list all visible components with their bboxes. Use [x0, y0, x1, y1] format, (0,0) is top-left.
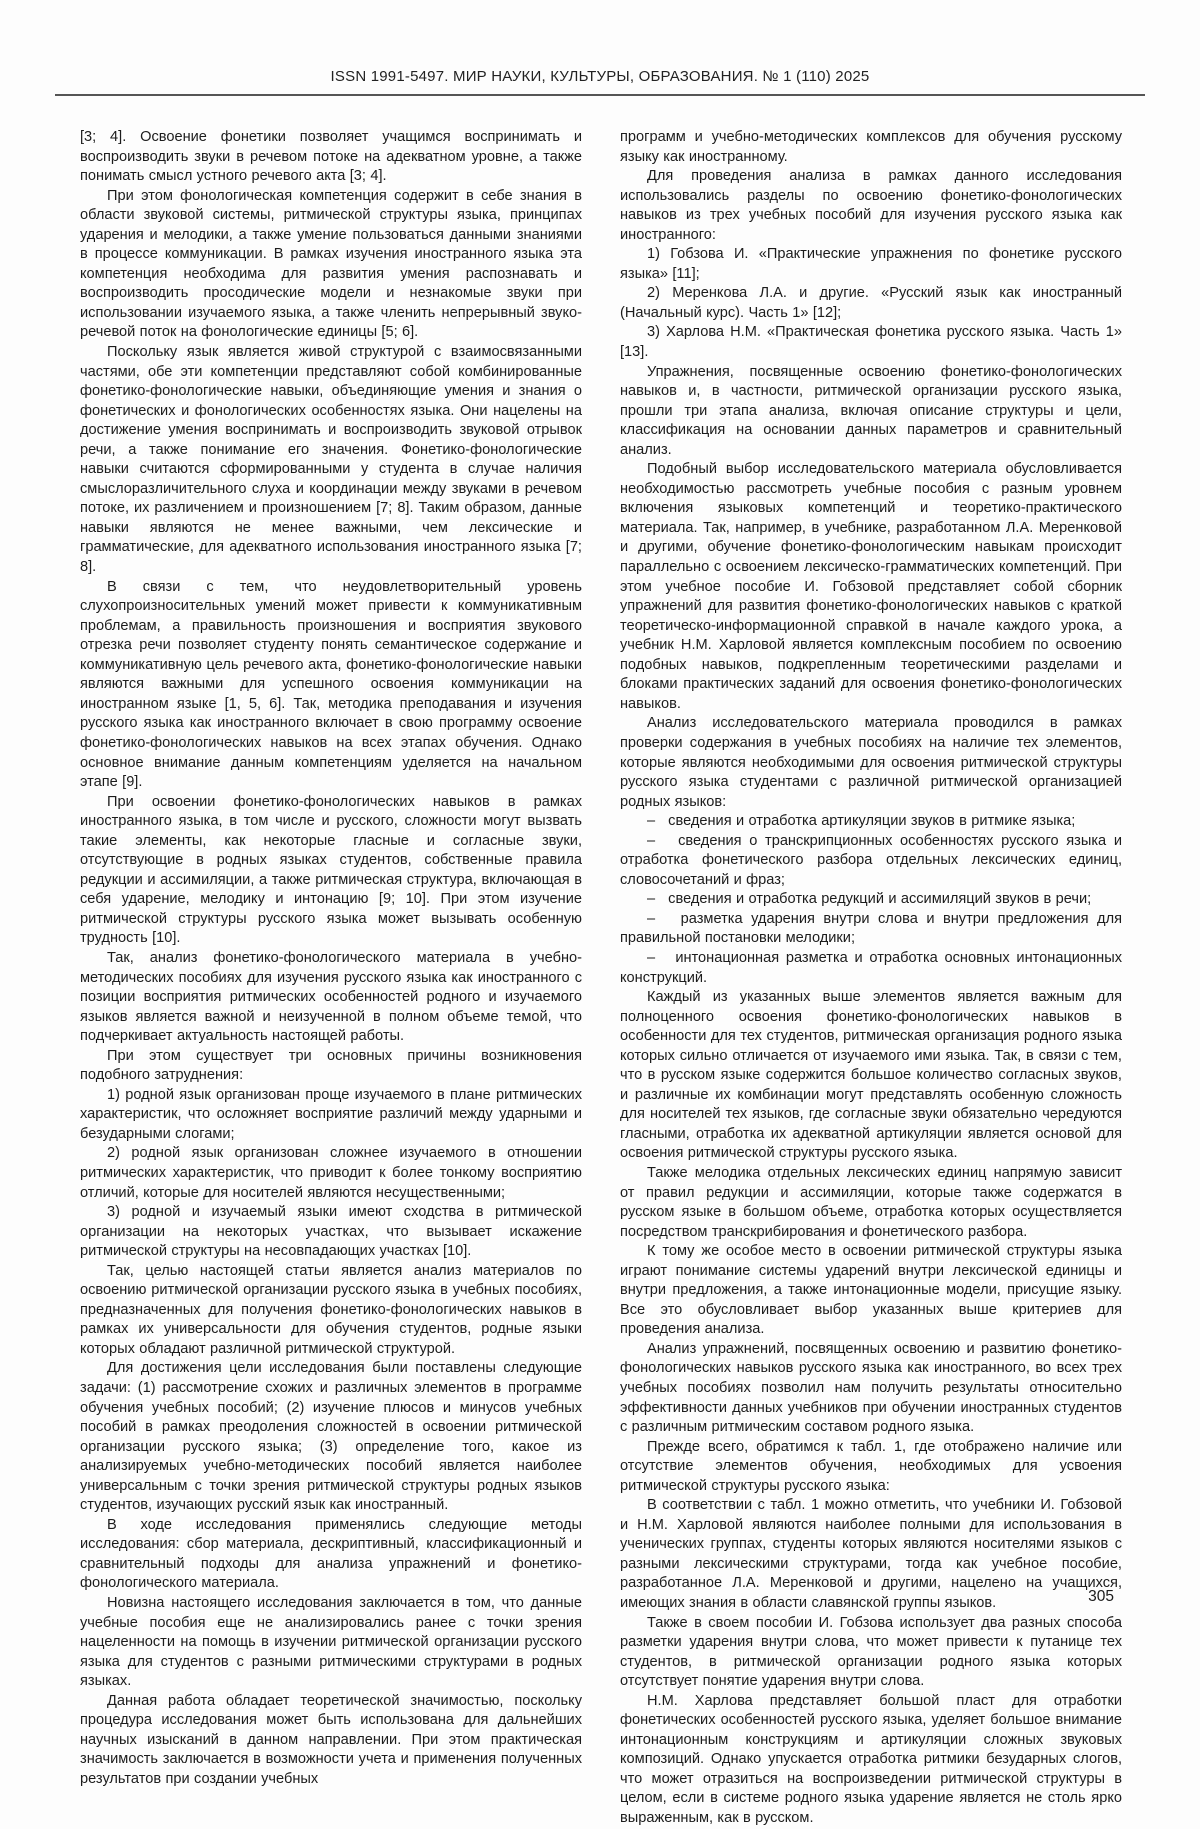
- paragraph: – сведения о транскрипционных особенностях русского языка и отработка фонетического разбора отдельных лексических единиц, словосочетаний и фраз;: [620, 832, 1122, 888]
- paragraph: 2) Меренкова Л.А. и другие. «Русский язык как иностранный (Начальный курс). Часть 1» [12];: [620, 285, 1122, 321]
- paragraph: Новизна настоящего исследования заключается в том, что данные учебные пособия еще не анализировались ранее с точки зрения нацеленности на помощь в изучении ритмической организации русского языка для студентов с разными ритмическими структурами в родных языках.: [80, 1595, 582, 1690]
- paragraph: 3) родной и изучаемый языки имеют сходства в ритмической организации на некоторых участках, что вызывает искажение ритмической структуры на несовпадающих участках [10].: [80, 1204, 582, 1260]
- paragraph: В ходе исследования применялись следующие методы исследования: сбор материала, дескриптивный, классификационный и сравнительный подходы для анализа упражнений и фонетико-фонологического материала.: [80, 1516, 582, 1592]
- journal-header: ISSN 1991-5497. МИР НАУКИ, КУЛЬТУРЫ, ОБРАЗОВАНИЯ. № 1 (110) 2025: [330, 68, 870, 85]
- paragraph: Для проведения анализа в рамках данного исследования использовались разделы по освоению фонетико-фонологических навыков из трех учебных пособий для изучения русского языка как иностранного:: [620, 168, 1122, 243]
- paragraph: программ и учебно-методических комплексов для обучения русскому языку как иностранному.: [620, 129, 1122, 165]
- paragraph: Анализ исследовательского материала проводился в рамках проверки содержания в учебных пособиях на наличие тех элементов, которые являются необходимыми для освоения ритмической структуры русского языка студентами с различной ритмической организацией родных языков:: [620, 715, 1122, 810]
- paragraph: К тому же особое место в освоении ритмической структуры языка играют понимание системы ударений внутри лексической единицы и внутри предложения, а также интонационные модели, присущие языку. Все это обусловливает выбор указанных выше критериев для проведения анализа.: [620, 1243, 1122, 1338]
- paragraph: Анализ упражнений, посвященных освоению и развитию фонетико-фонологических навыков русского языка как иностранного, во всех трех учебных пособиях позволил нам получить результаты относительно эффективности данных учебников при обучении иностранных студентов с различным ритмическим составом родного языка.: [620, 1340, 1122, 1436]
- paragraph: [3; 4]. Освоение фонетики позволяет учащимся воспринимать и воспроизводить звуки в речевом потоке на адекватном уровне, а также понимать смысл устного речевого акта [3; 4].: [80, 129, 582, 185]
- paragraph: Подобный выбор исследовательского материала обусловливается необходимостью рассмотреть учебные пособия с разным уровнем включения языковых компетенций и теоретико-практического материала. Так, например, в учебнике, разработанном Л.А. Меренковой и другими, обучение фонетико-фонологическим навыкам происходит параллельно с освоением лексическо-грамматических компетенций. При этом учебное пособие И. Гобзовой представляет собой сборник упражнений для развития фонетико-фонологических навыков с краткой теоретическо-информационной справкой в начале каждого урока, а учебник Н.М. Харловой является комплексным пособием по освоению подобных навыков, подкрепленным теоретическими разделами и блоками практических заданий для освоения фонетико-фонологических навыков.: [620, 461, 1122, 712]
- paragraph: Так, целью настоящей статьи является анализ материалов по освоению ритмической организации русского языка в учебных пособиях, предназначенных для получения фонетико-фонологических навыков в рамках их универсальности для обучения студентов, родные языки которых обладают различной ритмической структурой.: [80, 1262, 582, 1357]
- paragraph: Поскольку язык является живой структурой с взаимосвязанными частями, обе эти компетенции представляют собой комбинированные фонетико-фонологические навыки, объединяющие умения и знания о фонетических и фонологических особенностях языка. Они нацелены на достижение умения воспринимать и воспроизводить звуковой отрывок речи, а также понимание его значения. Фонетико-фонологические навыки считаются сформированными у студента в случае наличия смыслоразличительного слуха и координации между звуками в речевом потоке, их различением и произношением [7; 8]. Таким образом, данные навыки являются не менее важными, чем лексические и грамматические, для адекватного использования иностранного языка [7; 8].: [80, 344, 582, 576]
- paragraph: При этом существует три основных причины возникновения подобного затруднения:: [80, 1047, 582, 1084]
- paragraph: В соответствии с табл. 1 можно отметить, что учебники И. Гобзовой и Н.М. Харловой являются наиболее полными для использования в ученических группах, студенты которых являются носителями языков с разными лексическими структурами, тогда как учебное пособие, разработанное Л.А. Меренковой и другими, нацелено на учащихся, имеющих знания в области славянской группы языков.: [620, 1497, 1122, 1612]
- paragraph: Для достижения цели исследования были поставлены следующие задачи: (1) рассмотрение схожих и различных элементов в программе обучения учебных пособий; (2) изучение плюсов и минусов учебных пособий в рамках преодоления сложностей в освоении ритмической организации русского языка; (3) определение того, какое из анализируемых учебно-методических пособий является наиболее универсальным с точки зрения ритмической структуры родных языков студентов, изучающих русский язык как иностранный.: [80, 1360, 582, 1514]
- paragraph: Упражнения, посвященные освоению фонетико-фонологических навыков и, в частности, ритмической организации русского языка, прошли три этапа анализа, включая описание структуры и цели, классификация на основании данных параметров и сравнительный анализ.: [620, 363, 1122, 458]
- paragraph: В связи с тем, что неудовлетворительный уровень слухопроизносительных умений может привести к коммуникативным проблемам, а правильность произношения и восприятия звукового отрезка речи позволяет студенту понять семантическое содержание и коммуникативную цель речевого акта, фонетико-фонологические навыки являются важными для успешного освоения коммуникации на иностранном языке [1, 5, 6]. Так, методика преподавания и изучения русского языка как иностранного включает в свою программу освоение фонетико-фонологических навыков на всех этапах обучения. Однако основное внимание данным компетенциям уделяется на начальном этапе [9].: [80, 578, 582, 791]
- paragraph: – сведения и отработка редукций и ассимиляций звуков в речи;: [647, 891, 1092, 908]
- paragraph: – разметка ударения внутри слова и внутри предложения для правильной постановки мелодики;: [620, 910, 1122, 947]
- paragraph: Каждый из указанных выше элементов является важным для полноценного освоения фонетико-фонологических навыков в особенности для тех студентов, ритмическая организация родного языка которых сильно отличается от изучаемого ими языка. Так, в связи с тем, что в русском языке содержится большое количество согласных звуков, и различные их комбинации могут представлять особенную сложность для носителей тех языков, где согласные звуки обязательно чередуются гласными, отработка их адекватной артикуляции является основой для освоения ритмической структуры русского языка.: [620, 989, 1122, 1162]
- page-body: [80, 128, 1122, 1829]
- paragraph: При этом фонологическая компетенция содержит в себе знания в области звуковой системы, ритмической структуры языка, принципах ударения и мелодики, а также умение пользоваться данными знаниями в процессе коммуникации. В рамках изучения иностранного языка эта компетенция необходима для развития умения распознавать и воспроизводить просодические модели и незнакомые звуки при использовании изучаемого языка, а также членить непрерывный звуко-речевой поток на фонологические единицы [5; 6].: [80, 187, 582, 341]
- paragraph: Данная работа обладает теоретической значимостью, поскольку процедура исследования может быть использована для дальнейших научных изысканий в данном направлении. При этом практическая значимость заключается в возможности учета и применения полученных результатов при создании учебных: [80, 1692, 582, 1787]
- paragraph: 2) родной язык организован сложнее изучаемого в отношении ритмических характеристик, что приводит к более тонкому восприятию отличий, которые для носителей являются несущественными;: [80, 1145, 582, 1201]
- paragraph: – интонационная разметка и отработка основных интонационных конструкций.: [620, 949, 1122, 986]
- paragraph: 1) родной язык организован проще изучаемого в плане ритмических характеристик, что осложняет восприятие различий между ударными и безударными слогами;: [80, 1086, 582, 1142]
- paragraph: 3) Харлова Н.М. «Практическая фонетика русского языка. Часть 1» [13].: [620, 324, 1122, 361]
- paragraph: – сведения и отработка артикуляции звуков в ритмике языка;: [647, 813, 1076, 830]
- header-rule: [55, 94, 1145, 96]
- paragraph: Прежде всего, обратимся к табл. 1, где отображено наличие или отсутствие элементов обучения, необходимых для усвоения ритмической структуры русского языка:: [620, 1438, 1122, 1494]
- text-column-right: [620, 128, 1122, 1829]
- page-number: 305: [1088, 1588, 1114, 1605]
- paragraph: Также в своем пособии И. Гобзова использует два разных способа разметки ударения внутри слова, что может привести к путанице тех студентов, в ритмической организации родного языка которых отсутствует понятие ударения внутри слова.: [620, 1614, 1122, 1690]
- paragraph: Также мелодика отдельных лексических единиц напрямую зависит от правил редукции и ассимиляции, которые также содержатся в русском языке в большом объеме, отработка которых осуществляется посредством транскрибирования и фонетического разбора.: [620, 1164, 1122, 1240]
- paragraph: При освоении фонетико-фонологических навыков в рамках иностранного языка, в том числе и русского, сложности могут вызвать такие элементы, как некоторые гласные и согласные звуки, отсутствующие в родных языках студентов, собственные правила редукции и ассимиляции, а также ритмическая структура, включающая в себя ударение, мелодику и интонацию [9; 10]. При этом изучение ритмической структуры русского языка может вызывать особенную трудность [10].: [80, 793, 582, 947]
- paragraph: Н.М. Харлова представляет большой пласт для отработки фонетических особенностей русского языка, уделяет большое внимание интонационным конструкциям и артикуляции сложных звуковых композиций. Однако упускается отработка ритмики безударных слогов, что может отразиться на воспроизведении ритмической структуры в целом, если в системе родного языка ударение является не столь ярко выраженным, как в русском.: [620, 1692, 1122, 1827]
- text-column-left: [80, 128, 582, 1829]
- paragraph: Так, анализ фонетико-фонологического материала в учебно-методических пособиях для изучения русского языка как иностранного с позиции восприятия ритмических особенностей родного и изучаемого языков является важной и неизученной в полном объеме темой, что подчеркивает актуальность настоящей работы.: [80, 949, 582, 1045]
- paragraph: 1) Гобзова И. «Практические упражнения по фонетике русского языка» [11];: [620, 246, 1122, 282]
